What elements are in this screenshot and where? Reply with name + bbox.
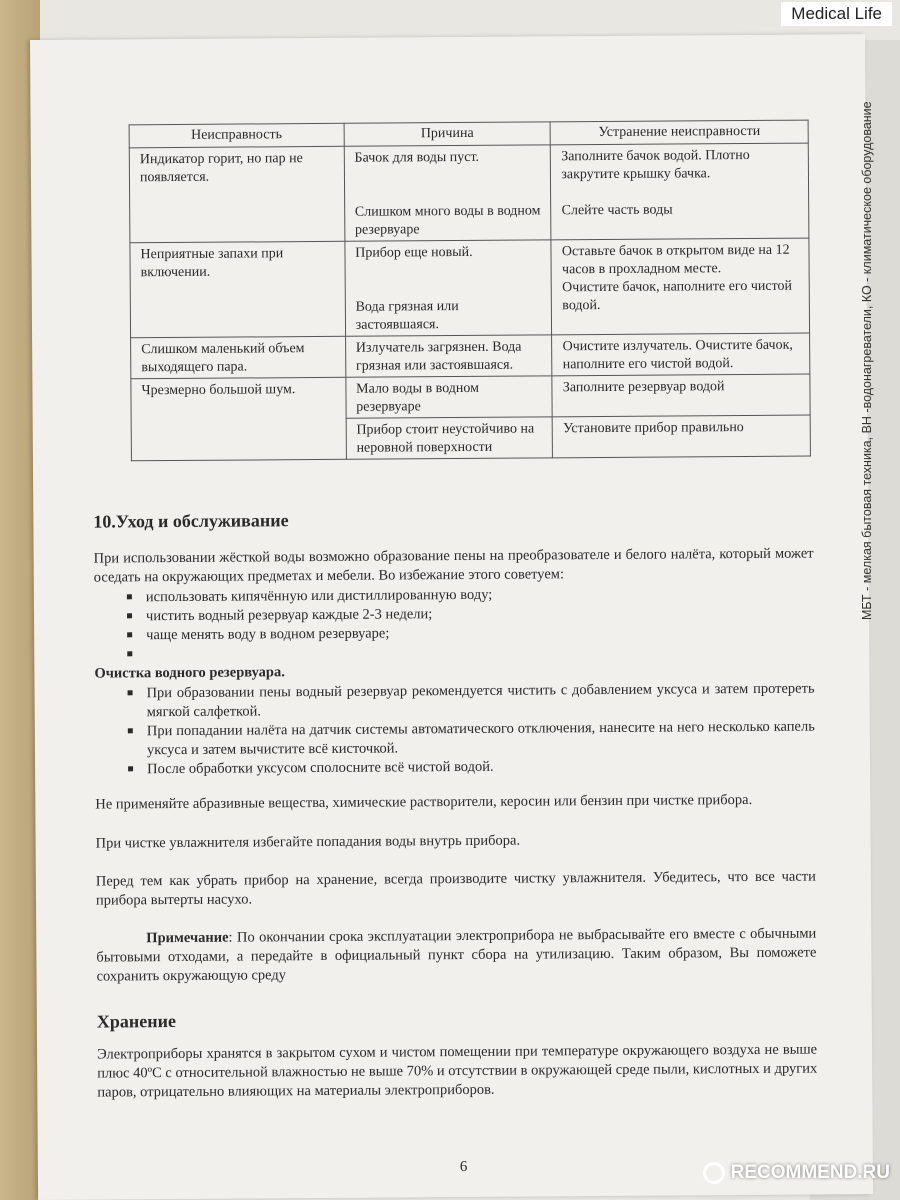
list-item: чаще менять воду в водном резервуаре; — [94, 622, 814, 646]
table-row — [131, 333, 810, 379]
fault-cell: Слишком маленький объем выходящего пара. — [131, 336, 346, 378]
fault-cell: Индикатор горит, но пар не появляется. — [129, 146, 344, 242]
storage-heading: Хранение — [96, 1011, 177, 1032]
fix-cell — [551, 238, 809, 335]
note-text: : По окончании срока эксплуатации электроприбора не выбрасывайте его вместе с обычными бытовыми отходами, а передайте в официальный пункт сбора на утилизацию. Таким образом, Вы поможете сохранить окружающую среду — [96, 925, 817, 985]
cause-text: Вода грязная или застоявшаяся. — [355, 299, 459, 333]
column-header: Причина — [344, 122, 551, 146]
table-row — [129, 143, 809, 243]
fix-text: Слейте часть воды — [561, 202, 673, 219]
troubleshooting-table — [129, 120, 811, 462]
cause-cell: Мало воды в водном резервуаре — [346, 376, 553, 418]
page-number: 6 — [459, 1158, 468, 1176]
side-label-text: МБТ - мелкая бытовая техника, ВН -водонагреватели, КО - климатическое оборудование — [860, 101, 874, 620]
watermark-bottom — [703, 1162, 890, 1184]
cause-cell — [344, 145, 551, 241]
fix-text: Оставьте бачок в открытом виде на 12 часов в прохладном месте. — [561, 242, 790, 278]
cause-cell — [345, 240, 552, 336]
fix-cell: Заполните резервуар водой — [552, 374, 810, 417]
cause-text: Прибор еще новый. — [355, 244, 473, 261]
fix-text: Очистите бачок, наполните его чистой водой. — [562, 278, 793, 314]
storage-note: Перед тем как убрать прибор на хранение, всегда производите чистку увлажнителя. Убедитесь, что все части прибора вытерты насухо. — [95, 868, 816, 909]
logo-icon — [703, 1162, 725, 1184]
list-item: При попадании налёта на датчик системы автоматического отключения, нанесите на него несколько капель уксуса и затем вычистите всё кисточкой. — [95, 718, 815, 761]
fix-cell: Установите прибор правильно — [553, 415, 811, 458]
cause-text: Бачок для воды пуст. — [354, 149, 480, 166]
column-header: Неисправность — [129, 123, 344, 147]
list-item: использовать кипячённую или дистиллированную воду; — [94, 584, 814, 608]
list-item: При образовании пены водный резервуар рекомендуется чистить с добавлением уксуса и затем протереть мягкой салфеткой. — [95, 680, 815, 723]
table-row — [130, 238, 810, 338]
cause-text: Слишком много воды в водном резервуаре — [354, 203, 541, 238]
watermark-text: RECOMMEND.RU — [730, 1162, 890, 1183]
list-item: После обработки уксусом сполосните всё чистой водой. — [95, 756, 815, 780]
column-header: Устранение неисправности — [550, 120, 808, 145]
warning-text: Не применяйте абразивные вещества, химические растворители, керосин или бензин при чистке прибора. — [95, 791, 753, 813]
fix-text: Заполните бачок водой. Плотно закрутите крышку бачка. — [561, 147, 750, 183]
warning-text: При чистке увлажнителя избегайте попадания воды внутрь прибора. — [95, 832, 521, 852]
cause-cell: Прибор стоит неустойчиво на неровной поверхности — [346, 417, 553, 459]
fix-cell: Очистите излучатель. Очистите бачок, наполните его чистой водой. — [552, 333, 810, 376]
fix-cell — [551, 143, 809, 240]
table-row — [131, 374, 810, 420]
cleaning-steps-list — [95, 680, 816, 780]
cleaning-heading: Очистка водного резервуара. — [94, 664, 285, 682]
list-item: чистить водный резервуар каждые 2-3 недели; — [94, 603, 814, 627]
manual-page — [30, 34, 873, 1200]
fault-cell: Чрезмерно большой шум. — [131, 377, 346, 460]
care-heading: 10.Уход и обслуживание — [93, 510, 289, 532]
note-label: Примечание — [146, 929, 229, 947]
storage-text: Электроприборы хранятся в закрытом сухом и чистом помещении при температуре окружающего воздуха не выше плюс 40ºС с относительной влажностью не выше 70% и отсутствии в окружающей среде пыли, кислотных и других паров, отрицательно влияющих на материалы электроприборов. — [97, 1041, 818, 1101]
note-paragraph — [96, 925, 816, 987]
care-intro: При использовании жёсткой воды возможно образование пены на преобразователе и белого налёта, который может оседать на окружающих предметах и мебели. Во избежание этого советуем: — [93, 545, 814, 586]
watermark-top: Medical Life — [781, 2, 892, 26]
fault-cell: Неприятные запахи при включении. — [130, 241, 345, 337]
cause-cell: Излучатель загрязнен. Вода грязная или застоявшаяся. — [345, 335, 552, 377]
care-tips-list — [94, 584, 815, 665]
list-item — [94, 641, 814, 665]
